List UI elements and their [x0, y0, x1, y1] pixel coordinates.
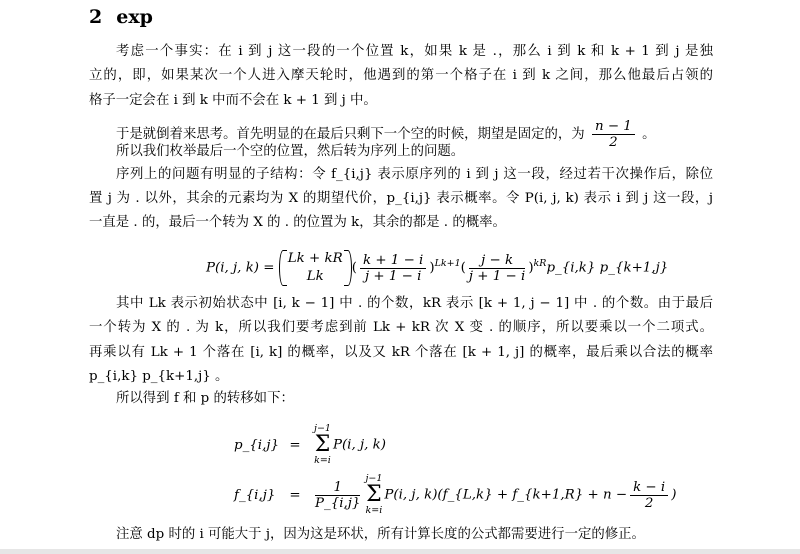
formula-tail: p_{i,k} p_{k+1,j}	[546, 260, 669, 276]
formula-p-transition	[234, 424, 386, 466]
paragraph-line: 立的，即，如果某次一个人进入摩天轮时，他遇到的第一个格子在 i 到 k 之间，那么他最后占领的	[89, 68, 713, 83]
section-heading	[89, 6, 153, 28]
fraction-numerator: k − i	[630, 480, 668, 496]
paragraph-line: 置 j 为 . 以外，其余的元素均为 X 的期望代价，p_{i,j} 表示概率。令 P(i, j, k) 表示 i 到 j 这一段，j	[89, 191, 713, 206]
formula-body-end: )	[671, 487, 677, 503]
formula-P-definition: P(i, j, k) = Lk + kR Lk ( $\frac{k + 1 - i}{j + 1 - i}$ )$^{Lk+1}$( $\frac{j - k}{j + 1 - i}$ )$^{kR}$p_{i,k} p_{k+1,j}	[206, 251, 669, 284]
paragraph-line: 所以得到 f 和 p 的转移如下：	[116, 391, 294, 406]
fraction-two	[469, 253, 525, 284]
summation: j−1 Σ k=i	[365, 473, 383, 516]
formula-f-transition	[234, 474, 676, 516]
paragraph-text: 于是就倒着来思考。首先明显的在最后只剩下一个空的时候，期望是固定的，为	[116, 127, 585, 142]
paragraph-line: 注意 dp 时的 i 可能大于 j，因为这是环状，所有计算长度的公式都需要进行一定的修正。	[116, 527, 645, 542]
fraction-numerator: j − k	[469, 253, 525, 269]
binomial-coefficient	[279, 250, 352, 286]
sum-upper-limit: j−1	[314, 423, 331, 434]
bottom-scroll-edge	[0, 549, 800, 554]
fraction-one	[360, 253, 426, 284]
fraction-k-minus-i-over-2	[630, 480, 668, 511]
exponent: kR	[533, 258, 547, 270]
fraction-denominator: 2	[644, 495, 654, 511]
summation: j−1 Σ k=i	[314, 423, 331, 466]
paragraph-line: 考虑一个事实：在 i 到 j 这一段的一个位置 k，如果 k 是 .，那么 i 到 k 和 k + 1 到 j 是独	[116, 44, 713, 59]
section-title: exp	[116, 6, 153, 28]
paragraph-line: 序列上的问题有明显的子结构：令 f_{i,j} 表示原序列的 i 到 j 这一段，经过若干次操作后，除位	[116, 167, 713, 182]
formula-lhs: P(i, j, k) =	[206, 260, 275, 276]
fraction-numerator: n − 1	[592, 119, 635, 135]
fraction-numerator: k + 1 − i	[360, 253, 426, 269]
section-number: 2	[89, 6, 103, 28]
formula-lhs: p_{i,j}	[234, 437, 279, 453]
binom-top: Lk + kR	[287, 251, 343, 266]
sum-lower-limit: k=i	[314, 455, 331, 466]
paragraph-line: 一直是 . 的，最后一个转为 X 的 . 的位置为 k，其余的都是 . 的概率。	[89, 215, 506, 230]
paragraph-text: 。	[642, 127, 656, 142]
paragraph-line: p_{i,k} p_{k+1,j} 。	[89, 369, 229, 384]
fraction-denominator: j + 1 − i	[468, 268, 526, 284]
paragraph-line: 其中 Lk 表示初始状态中 [i, k − 1] 中 . 的个数，kR 表示 [k + 1, j − 1] 中 . 的个数。由于最后	[116, 296, 713, 311]
formula-body: P(i, j, k)	[332, 437, 386, 453]
paragraph-line: 格子一定会在 i 到 k 中而不会在 k + 1 到 j 中。	[89, 93, 377, 108]
equals-sign: =	[289, 487, 301, 503]
paragraph-line: 一个转为 X 的 . 为 k，所以我们要考虑到前 Lk + kR 次 X 变 . 的顺序，所以要乘以一个二项式。	[89, 320, 713, 335]
equals-sign: =	[289, 437, 301, 453]
paragraph-line: 所以我们枚举最后一个空的位置，然后转为序列上的问题。	[116, 144, 465, 159]
fraction-denominator: j + 1 − i	[364, 268, 422, 284]
formula-lhs: f_{i,j}	[234, 487, 276, 503]
exponent: Lk+1	[434, 258, 461, 270]
fraction-inverse-P	[315, 480, 360, 511]
fraction-denominator: 2	[609, 135, 618, 150]
sum-lower-limit: k=i	[365, 505, 383, 516]
sum-upper-limit: j−1	[365, 473, 383, 484]
paragraph-line: 再乘以有 Lk + 1 个落在 [i, k] 的概率，以及又 kR 个落在 [k + 1, j] 的概率，最后乘以合法的概率	[89, 345, 713, 360]
fraction-numerator: 1	[315, 480, 360, 496]
fraction-denominator: P_{i,j}	[315, 495, 361, 511]
binom-bottom: Lk	[306, 269, 324, 284]
formula-body: P(i, j, k)(f_{L,k} + f_{k+1,R} + n −	[384, 487, 628, 503]
